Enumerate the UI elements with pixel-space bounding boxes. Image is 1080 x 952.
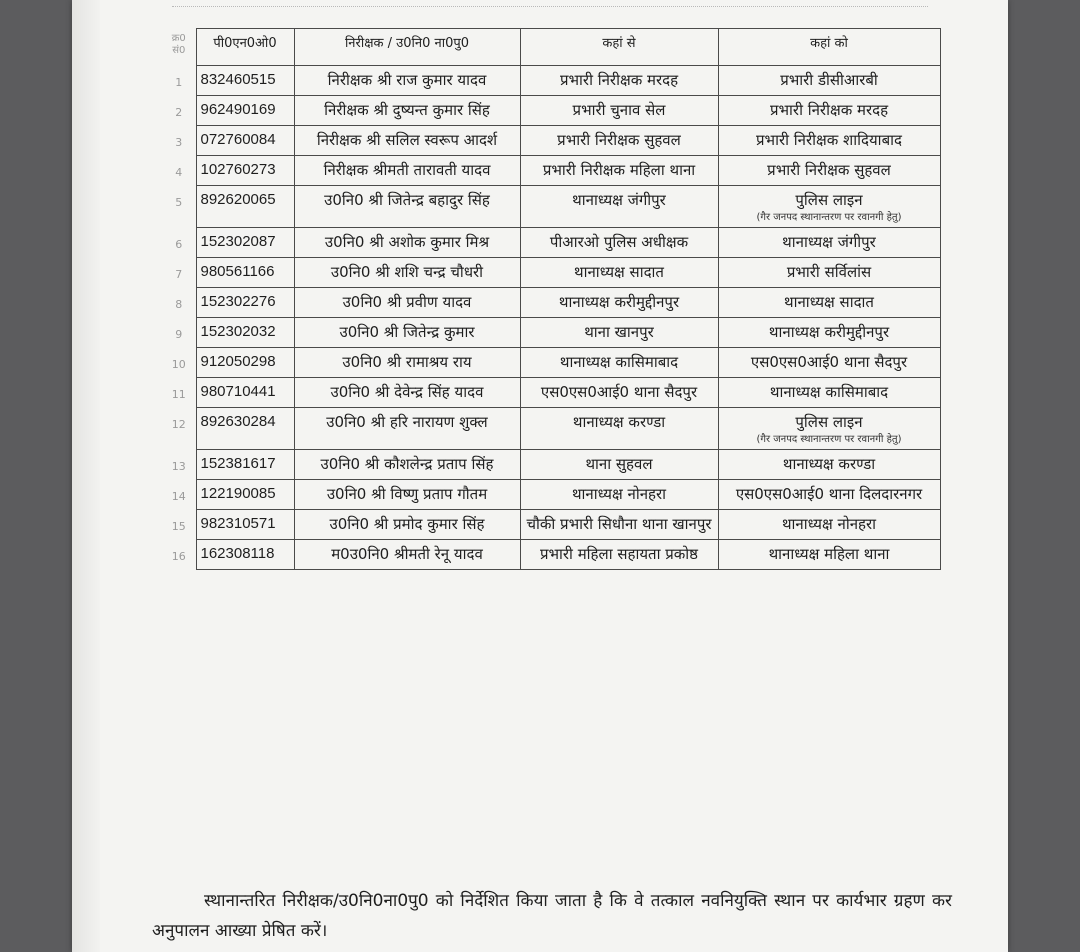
serial-number-text: 6 — [175, 237, 183, 251]
from-posting — [520, 318, 718, 348]
serial-number-text: 12 — [171, 417, 186, 431]
to-posting-text: थानाध्यक्ष कासिमाबाद — [769, 383, 889, 401]
to-posting-text: थानाध्यक्ष नोनहरा — [781, 515, 877, 533]
serial-number-text: 1 — [175, 75, 183, 89]
posting-note: (गैर जनपद स्थानान्तरण पर रवानगी हेतु) — [756, 434, 902, 445]
from-posting — [520, 66, 718, 96]
serial-number — [162, 318, 196, 348]
document-sheet — [72, 0, 1008, 952]
officer-name — [294, 540, 520, 570]
officer-name-text: उ0नि0 श्री प्रवीण यादव — [342, 293, 472, 311]
to-posting — [718, 228, 940, 258]
to-posting-text: पुलिस लाइन — [795, 413, 863, 431]
officer-name — [294, 408, 520, 450]
pno-cell — [196, 348, 294, 378]
to-posting — [718, 288, 940, 318]
officer-name — [294, 186, 520, 228]
from-posting-text: थाना खानपुर — [584, 323, 654, 341]
header-to: कहां को — [718, 29, 940, 66]
serial-number-text: 7 — [175, 267, 183, 281]
serial-number-text: 2 — [175, 105, 183, 119]
pno-cell — [196, 480, 294, 510]
officer-name-text: उ0नि0 श्री जितेन्द्र बहादुर सिंह — [324, 191, 490, 209]
to-posting-text: थानाध्यक्ष सादात — [784, 293, 874, 311]
to-posting-text: एस0एस0आई0 थाना दिलदारनगर — [735, 485, 923, 503]
to-posting-text: थानाध्यक्ष जंगीपुर — [782, 233, 876, 251]
pno-cell-text: 982310571 — [200, 515, 276, 532]
officer-name-text: उ0नि0 श्री विष्णु प्रताप गौतम — [326, 485, 488, 503]
pno-cell-text: 072760084 — [200, 131, 276, 148]
serial-number — [162, 378, 196, 408]
from-posting-text: थानाध्यक्ष कासिमाबाद — [559, 353, 679, 371]
serial-number-text: 11 — [171, 387, 186, 401]
serial-number-text: 9 — [175, 327, 183, 341]
table-row — [162, 258, 940, 288]
officer-name-text: निरीक्षक श्रीमती तारावती यादव — [323, 161, 491, 179]
pno-cell-text: 980561166 — [200, 263, 275, 280]
to-posting-text: प्रभारी निरीक्षक सुहवल — [767, 161, 891, 179]
pno-cell — [196, 96, 294, 126]
pno-cell-text: 152302087 — [200, 233, 276, 250]
from-posting-text: थानाध्यक्ष सादात — [574, 263, 664, 281]
to-posting — [718, 540, 940, 570]
serial-number-text: 8 — [175, 297, 183, 311]
from-posting-text: प्रभारी निरीक्षक महिला थाना — [542, 161, 696, 179]
table-row — [162, 96, 940, 126]
header-pno: पी0एन0ओ0 — [196, 29, 294, 66]
pno-cell — [196, 228, 294, 258]
header-name: निरीक्षक / उ0नि0 ना0पु0 — [294, 29, 520, 66]
officer-name — [294, 258, 520, 288]
pno-cell — [196, 156, 294, 186]
table-row — [162, 408, 940, 450]
to-posting-text: एस0एस0आई0 थाना सैदपुर — [750, 353, 908, 371]
to-posting-text: थानाध्यक्ष महिला थाना — [768, 545, 890, 563]
to-posting — [718, 258, 940, 288]
pno-cell-text: 162308118 — [200, 545, 275, 562]
pno-cell-text: 912050298 — [200, 353, 276, 370]
from-posting-text: एस0एस0आई0 थाना सैदपुर — [540, 383, 698, 401]
from-posting — [520, 510, 718, 540]
table-row — [162, 540, 940, 570]
serial-number — [162, 126, 196, 156]
serial-number — [162, 228, 196, 258]
from-posting — [520, 258, 718, 288]
pno-cell — [196, 318, 294, 348]
to-posting — [718, 66, 940, 96]
to-posting-text: प्रभारी सर्विलांस — [786, 263, 872, 281]
serial-number — [162, 156, 196, 186]
serial-number — [162, 480, 196, 510]
officer-name — [294, 318, 520, 348]
from-posting — [520, 480, 718, 510]
pno-cell — [196, 126, 294, 156]
from-posting-text: प्रभारी महिला सहायता प्रकोष्ठ — [539, 545, 699, 563]
officer-name-text: उ0नि0 श्री देवेन्द्र सिंह यादव — [330, 383, 484, 401]
header-serial: क्र0 सं0 — [171, 32, 186, 56]
officer-name — [294, 228, 520, 258]
table-row — [162, 510, 940, 540]
instruction-note — [152, 886, 952, 946]
serial-number-text: 15 — [171, 519, 186, 533]
serial-number-text: 16 — [171, 549, 186, 563]
serial-number-text: 3 — [175, 135, 183, 149]
pno-cell-text: 892620065 — [200, 191, 276, 208]
pno-cell — [196, 378, 294, 408]
table-row — [162, 288, 940, 318]
officer-name-text: म0उ0नि0 श्रीमती रेनू यादव — [331, 545, 483, 563]
pno-cell-text: 102760273 — [200, 161, 276, 178]
from-posting — [520, 228, 718, 258]
serial-number — [162, 540, 196, 570]
officer-name — [294, 96, 520, 126]
to-posting-text: प्रभारी निरीक्षक शादियाबाद — [756, 131, 902, 149]
serial-number — [162, 450, 196, 480]
serial-number — [162, 348, 196, 378]
to-posting — [718, 510, 940, 540]
table-row — [162, 480, 940, 510]
serial-number-text: 13 — [171, 459, 186, 473]
to-posting-text: पुलिस लाइन — [795, 191, 863, 209]
to-posting — [718, 348, 940, 378]
posting-note: (गैर जनपद स्थानान्तरण पर रवानगी हेतु) — [756, 212, 902, 223]
officer-name — [294, 288, 520, 318]
officer-name-text: उ0नि0 श्री जितेन्द्र कुमार — [339, 323, 475, 341]
pno-cell-text: 152302032 — [200, 323, 276, 340]
pno-cell — [196, 288, 294, 318]
from-posting-text: प्रभारी चुनाव सेल — [572, 101, 666, 119]
pno-cell-text: 892630284 — [200, 413, 276, 430]
pno-cell — [196, 66, 294, 96]
table-header-row — [162, 29, 940, 66]
header-from: कहां से — [520, 29, 718, 66]
to-posting — [718, 408, 940, 450]
serial-number — [162, 510, 196, 540]
table-row — [162, 126, 940, 156]
to-posting-text: प्रभारी डीसीआरबी — [780, 71, 878, 89]
officer-name-text: निरीक्षक श्री दुष्यन्त कुमार सिंह — [324, 101, 490, 119]
pno-cell — [196, 186, 294, 228]
table-row — [162, 318, 940, 348]
serial-number — [162, 96, 196, 126]
officer-name-text: निरीक्षक श्री राज कुमार यादव — [327, 71, 487, 89]
serial-number — [162, 408, 196, 450]
pno-cell-text: 152302276 — [200, 293, 276, 310]
table-row — [162, 450, 940, 480]
pno-cell — [196, 510, 294, 540]
pno-cell — [196, 258, 294, 288]
pno-cell-text: 980710441 — [200, 383, 276, 400]
to-posting — [718, 96, 940, 126]
from-posting-text: प्रभारी निरीक्षक मरदह — [559, 71, 679, 89]
pno-cell — [196, 408, 294, 450]
from-posting-text: थानाध्यक्ष करण्डा — [572, 413, 666, 431]
to-posting — [718, 186, 940, 228]
from-posting-text: प्रभारी निरीक्षक सुहवल — [557, 131, 681, 149]
officer-name — [294, 66, 520, 96]
table-row — [162, 348, 940, 378]
officer-name — [294, 480, 520, 510]
from-posting-text: थानाध्यक्ष जंगीपुर — [572, 191, 666, 209]
pno-cell — [196, 450, 294, 480]
from-posting — [520, 156, 718, 186]
officer-name-text: उ0नि0 श्री हरि नारायण शुक्ल — [326, 413, 488, 431]
to-posting-text: थानाध्यक्ष करण्डा — [782, 455, 876, 473]
to-posting-text: प्रभारी निरीक्षक मरदह — [769, 101, 889, 119]
serial-number — [162, 186, 196, 228]
serial-number — [162, 288, 196, 318]
pno-cell-text: 962490169 — [200, 101, 276, 118]
table-row — [162, 66, 940, 96]
serial-number-text: 14 — [171, 489, 186, 503]
serial-number-text: 10 — [171, 357, 186, 371]
to-posting — [718, 126, 940, 156]
from-posting-text: थानाध्यक्ष नोनहरा — [571, 485, 667, 503]
officer-name-text: उ0नि0 श्री अशोक कुमार मिश्र — [324, 233, 490, 251]
from-posting-text: थानाध्यक्ष करीमुद्दीनपुर — [558, 293, 680, 311]
from-posting — [520, 288, 718, 318]
from-posting — [520, 348, 718, 378]
serial-number-text: 5 — [175, 195, 183, 209]
officer-name-text: उ0नि0 श्री रामाश्रय राय — [342, 353, 472, 371]
serial-number-text: 4 — [175, 165, 183, 179]
page-margin-shadow — [72, 0, 100, 952]
instruction-text: स्थानान्तरित निरीक्षक/उ0नि0ना0पु0 को निर्देशित किया जाता है कि वे तत्काल नवनियुक्ति स्थान पर कार्यभार ग्रहण कर अनुपालन आख्या प्रेषित करें। — [152, 891, 952, 941]
officer-name — [294, 378, 520, 408]
to-posting-text: थानाध्यक्ष करीमुद्दीनपुर — [768, 323, 890, 341]
pno-cell — [196, 540, 294, 570]
from-posting-text: पीआरओ पुलिस अधीक्षक — [549, 233, 689, 251]
transfer-table — [162, 28, 941, 570]
officer-name-text: उ0नि0 श्री शशि चन्द्र चौधरी — [330, 263, 484, 281]
from-posting-text: चौकी प्रभारी सिधौना थाना खानपुर — [526, 515, 712, 533]
from-posting — [520, 408, 718, 450]
to-posting — [718, 156, 940, 186]
officer-name-text: उ0नि0 श्री कौशलेन्द्र प्रताप सिंह — [320, 455, 494, 473]
to-posting — [718, 318, 940, 348]
from-posting-text: थाना सुहवल — [585, 455, 653, 473]
cut-off-top-line — [172, 0, 928, 7]
from-posting — [520, 186, 718, 228]
table-row — [162, 156, 940, 186]
from-posting — [520, 450, 718, 480]
officer-name-text: उ0नि0 श्री प्रमोद कुमार सिंह — [329, 515, 485, 533]
from-posting — [520, 540, 718, 570]
officer-name — [294, 348, 520, 378]
table-row — [162, 378, 940, 408]
from-posting — [520, 378, 718, 408]
serial-number — [162, 258, 196, 288]
officer-name — [294, 450, 520, 480]
officer-name — [294, 156, 520, 186]
to-posting — [718, 480, 940, 510]
table-row — [162, 186, 940, 228]
to-posting — [718, 378, 940, 408]
from-posting — [520, 126, 718, 156]
table-row — [162, 228, 940, 258]
serial-number — [162, 66, 196, 96]
officer-name — [294, 126, 520, 156]
from-posting — [520, 96, 718, 126]
officer-name — [294, 510, 520, 540]
officer-name-text: निरीक्षक श्री सलिल स्वरूप आदर्श — [316, 131, 498, 149]
to-posting — [718, 450, 940, 480]
pno-cell-text: 832460515 — [200, 71, 276, 88]
pno-cell-text: 152381617 — [200, 455, 276, 472]
pno-cell-text: 122190085 — [200, 485, 276, 502]
